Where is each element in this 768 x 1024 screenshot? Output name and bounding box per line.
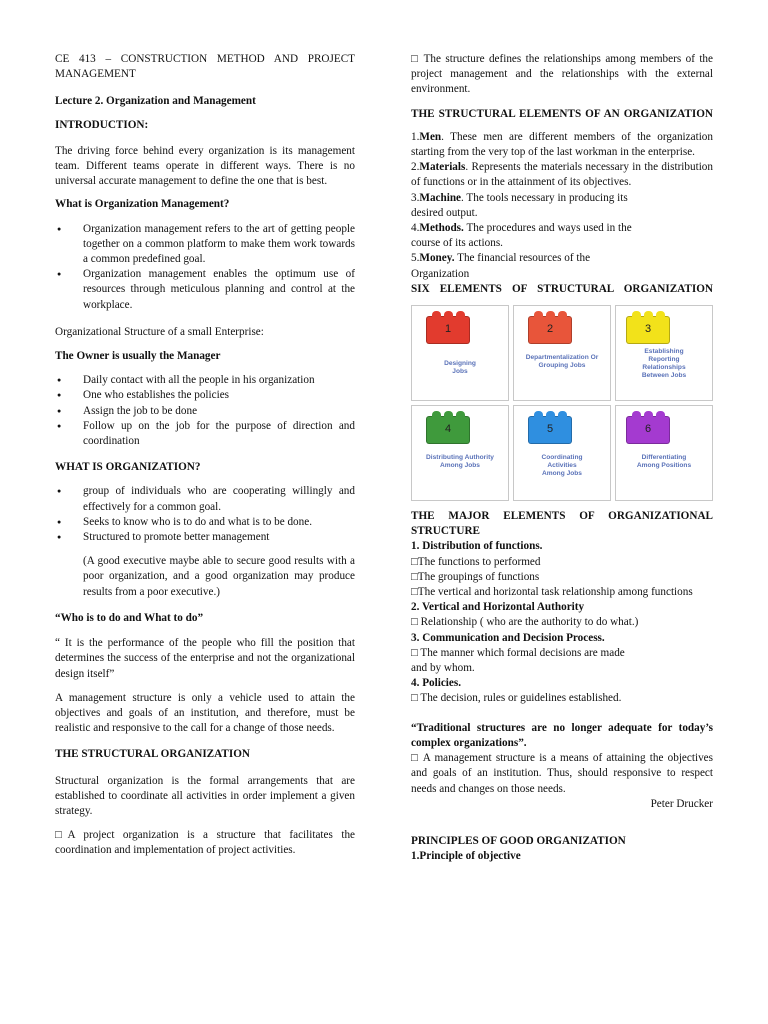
figure-cell-1 bbox=[411, 305, 509, 401]
list-item: ● Structured to promote better management bbox=[55, 530, 355, 545]
owner-bullet-list bbox=[55, 373, 355, 449]
figure-cell-3 bbox=[615, 305, 713, 401]
major-item-title: 3. Communication and Decision Process. bbox=[411, 631, 605, 644]
owner-heading: The Owner is usually the Manager bbox=[55, 350, 221, 363]
structural-elements-heading: THE STRUCTURAL ELEMENTS OF AN ORGANIZATION bbox=[411, 107, 713, 120]
principle-item: 1.Principle of objective bbox=[411, 850, 521, 863]
figure-cell-label: Designing Jobs bbox=[444, 360, 476, 376]
organization-bullet-list bbox=[55, 484, 355, 545]
major-item-line: □ Relationship ( who are the authority to do what.) bbox=[411, 616, 639, 629]
major-item-line: □The functions to performed bbox=[411, 555, 541, 568]
figure-cell-label: Coordinating Activities Among Jobs bbox=[541, 454, 583, 478]
major-item-line: □The groupings of functions bbox=[411, 570, 540, 583]
six-elements-figure bbox=[411, 305, 713, 501]
six-elements-heading: SIX ELEMENTS OF STRUCTURAL ORGANIZATION bbox=[411, 282, 713, 295]
list-item: ● Seeks to know who is to do and what is to be done. bbox=[55, 515, 355, 530]
major-item-line: □ The decision, rules or guidelines established. bbox=[411, 692, 622, 705]
structure-defines-paragraph: □ The structure defines the relationships among members of the project management and the relationships with the external environment. bbox=[411, 53, 713, 96]
element-item: 1.Men. These men are different members of the organization starting from the very top of the last workman in the enterprise. bbox=[411, 130, 713, 159]
major-item-line: □The vertical and horizontal task relationship among functions bbox=[411, 586, 693, 599]
list-item: ● Organization management enables the optimum use of resources through meticulous planning and control at the workplace. bbox=[55, 267, 355, 313]
list-item: ● Follow up on the job for the purpose of direction and coordination bbox=[55, 419, 355, 449]
right-column bbox=[411, 52, 713, 864]
element-item: 5.Money. The financial resources of the Organization bbox=[411, 252, 591, 280]
drucker-quote-heading: “Traditional structures are no longer adequate for today’s complex organizations”. bbox=[411, 721, 713, 749]
structural-organization-paragraph: Structural organization is the formal arrangements that are established to coordinate all activities in order implement a given strategy. bbox=[55, 774, 355, 817]
major-elements-heading: THE MAJOR ELEMENTS OF ORGANIZATIONAL STRUCTURE bbox=[411, 510, 713, 538]
figure-cell-label: Departmentalization Or Grouping Jobs bbox=[525, 354, 599, 370]
brick-icon: 4 bbox=[426, 416, 470, 444]
list-item: ● Organization management refers to the art of getting people together on a common platform to make them work towards a common predefined goal. bbox=[55, 222, 355, 268]
figure-cell-label: Differentiating Among Positions bbox=[636, 454, 692, 470]
brick-icon: 5 bbox=[528, 416, 572, 444]
who-is-to-do-heading: “Who is to do and What to do” bbox=[55, 611, 204, 624]
figure-cell-label: Distributing Authority Among Jobs bbox=[426, 454, 494, 470]
project-organization-paragraph: □A project organization is a structure that facilitates the coordination and implementation of project activities. bbox=[55, 829, 356, 857]
list-item: ● Assign the job to be done bbox=[55, 404, 355, 419]
element-item: 4.Methods. The procedures and ways used in the course of its actions. bbox=[411, 222, 632, 250]
figure-cell-5 bbox=[513, 405, 611, 501]
what-is-organization-heading: WHAT IS ORGANIZATION? bbox=[55, 461, 201, 474]
figure-cell-label: Establishing Reporting Relationships Between Jobs bbox=[641, 348, 687, 380]
major-item-title: 1. Distribution of functions. bbox=[411, 540, 543, 553]
element-item: 2.Materials. Represents the materials necessary in the distribution of functions or in the attainment of its objectives. bbox=[411, 161, 713, 189]
figure-cell-2 bbox=[513, 305, 611, 401]
brick-icon: 1 bbox=[426, 316, 470, 344]
management-structure-paragraph: A management structure is only a vehicle used to attain the objectives and goals of an institution, and therefore, must be realistic and responsive to the call for a change of those needs. bbox=[55, 691, 355, 735]
brick-icon: 2 bbox=[528, 316, 572, 344]
course-title: CE 413 – CONSTRUCTION METHOD AND PROJECT MANAGEMENT bbox=[55, 53, 355, 81]
brick-icon: 3 bbox=[626, 316, 670, 344]
executive-note: (A good executive maybe able to secure good results with a poor organization, and a good organization may produce results from a poor executive.) bbox=[83, 555, 355, 598]
list-item: ● One who establishes the policies bbox=[55, 388, 355, 403]
element-item: 3.Machine. The tools necessary in producing its desired output. bbox=[411, 191, 628, 219]
box-glyph: □ bbox=[411, 53, 420, 65]
list-item: ● group of individuals who are cooperating willingly and effectively for a common goal. bbox=[55, 484, 355, 514]
structural-organization-heading: THE STRUCTURAL ORGANIZATION bbox=[55, 748, 250, 761]
major-item-line: □ The manner which formal decisions are made and by whom. bbox=[411, 646, 625, 675]
left-column bbox=[55, 52, 355, 859]
list-item: ● Daily contact with all the people in his organization bbox=[55, 373, 355, 388]
what-is-om-heading: What is Organization Management? bbox=[55, 198, 230, 211]
major-item-title: 4. Policies. bbox=[411, 677, 462, 690]
box-glyph: □ bbox=[55, 829, 68, 842]
introduction-paragraph: The driving force behind every organization is its management team. Different teams operate in different ways. There is no universal accurate management to define the one that is best. bbox=[55, 144, 355, 188]
lecture-title: Lecture 2. Organization and Management bbox=[55, 95, 256, 108]
principles-heading: PRINCIPLES OF GOOD ORGANIZATION bbox=[411, 834, 626, 847]
introduction-heading: INTRODUCTION: bbox=[55, 118, 149, 131]
small-enterprise-caption: Organizational Structure of a small Enterprise: bbox=[55, 325, 264, 338]
quote-author: Peter Drucker bbox=[650, 797, 713, 810]
drucker-quote-body: □ A management structure is a means of attaining the objectives and goals of an institution. Thus, should responsive to respect needs and changes on those needs. bbox=[411, 752, 713, 795]
figure-cell-6 bbox=[615, 405, 713, 501]
figure-cell-4 bbox=[411, 405, 509, 501]
om-bullet-list bbox=[55, 222, 355, 313]
major-item-title: 2. Vertical and Horizontal Authority bbox=[411, 601, 585, 614]
performance-quote: “ It is the performance of the people who fill the position that determines the success of the enterprise and not the organizational design itself” bbox=[55, 637, 355, 680]
brick-icon: 6 bbox=[626, 416, 670, 444]
